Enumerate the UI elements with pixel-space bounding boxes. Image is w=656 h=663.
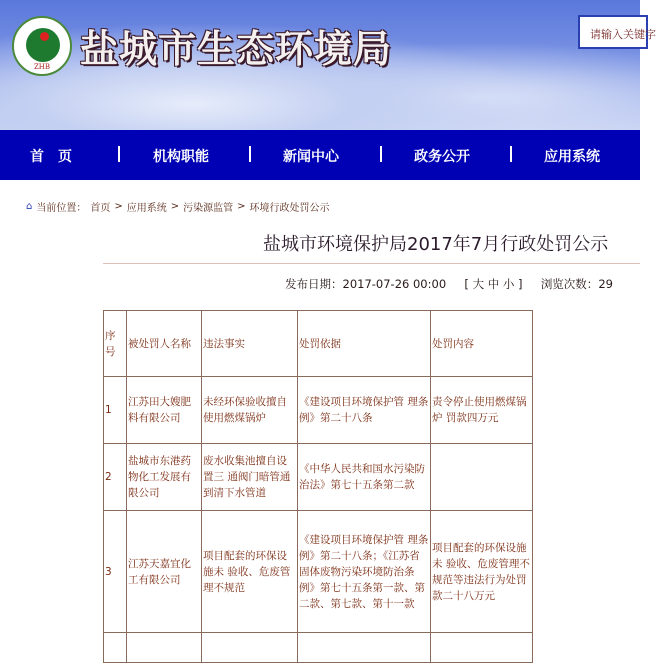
article-meta — [285, 276, 613, 292]
cell: 《中华人民共和国水污染防治法》第七十五条第二款 — [298, 444, 431, 511]
nav-divider — [380, 146, 382, 162]
cell — [431, 444, 533, 511]
cell: 未经环保验收擅自使用燃煤锅炉 — [202, 377, 298, 444]
home-icon: ⌂ — [26, 201, 33, 212]
cell: 2 — [104, 444, 127, 511]
cell: 《建设项目环境保护管 理条例》第二十八条 — [298, 377, 431, 444]
page-title: 盐城市环境保护局2017年7月行政处罚公示 — [263, 234, 609, 255]
breadcrumb-link[interactable]: 污染源监管 — [183, 203, 234, 214]
header-cell: 序号 — [104, 311, 127, 377]
nav-home[interactable]: 首 页 — [30, 149, 72, 165]
font-size-switch[interactable]: [ 大 中 小 ] — [464, 277, 523, 291]
main-nav — [0, 130, 640, 180]
nav-divider — [249, 146, 251, 162]
logo: ZHB — [12, 16, 72, 76]
publish-label: 发布日期： — [285, 277, 343, 291]
breadcrumb-current[interactable]: 环境行政处罚公示 — [249, 203, 330, 214]
nav-org[interactable]: 机构职能 — [153, 149, 209, 165]
cell: 项目配套的环保设施未 验收、危废管理不规范等违法行为处罚款二十八万元 — [431, 511, 533, 633]
header-cell: 被处罚人名称 — [127, 311, 202, 377]
cell: 3 — [104, 511, 127, 633]
table-row — [104, 511, 533, 633]
divider — [103, 263, 640, 264]
cell: 《建设项目环境保护管 理条例》第二十八条；《江苏省固体废物污染环境防治条例》第七十五条第一款、第二款、第七款、第十一款 — [298, 511, 431, 633]
cell: 废水收集池擅自设置三 通阀门暗管通到清下水管道 — [202, 444, 298, 511]
nav-apps[interactable]: 应用系统 — [544, 149, 600, 165]
table-row — [104, 444, 533, 511]
cell: 江苏田大嫂肥料有限公司 — [127, 377, 202, 444]
cell: 项目配套的环保设施未 验收、危废管理不规范 — [202, 511, 298, 633]
views-label: 浏览次数： — [540, 277, 599, 291]
site-title: 盐城市生态环境局 — [80, 27, 393, 71]
nav-news[interactable]: 新闻中心 — [283, 149, 339, 165]
header-cell: 处罚内容 — [431, 311, 533, 377]
penalty-table — [103, 310, 533, 663]
cell: 江苏天嘉宜化工有限公司 — [127, 511, 202, 633]
views-count: 29 — [598, 277, 613, 291]
search-input[interactable]: 请输入关键字 — [578, 15, 648, 49]
breadcrumb-link[interactable]: 应用系统 — [126, 203, 167, 214]
cell: 1 — [104, 377, 127, 444]
cell: 责令停止使用燃煤锅炉 罚款四万元 — [431, 377, 533, 444]
header-cell: 违法事实 — [202, 311, 298, 377]
table-row — [104, 633, 533, 663]
table-header-row — [104, 311, 533, 377]
publish-date: 2017-07-26 00:00 — [342, 277, 447, 291]
nav-divider — [118, 146, 120, 162]
header-banner — [0, 0, 656, 130]
header-cell: 处罚依据 — [298, 311, 431, 377]
breadcrumb-label: 当前位置： — [36, 203, 87, 214]
breadcrumb-link[interactable]: 首页 — [90, 203, 111, 214]
breadcrumb: ⌂ 当前位置： 首页 > 应用系统 > 污染源监管 > 环境行政处罚公示 — [26, 201, 330, 214]
table-row — [104, 377, 533, 444]
nav-divider — [510, 146, 512, 162]
cell: 盐城市东港药物化工发展有限公司 — [127, 444, 202, 511]
nav-gov[interactable]: 政务公开 — [414, 149, 470, 165]
